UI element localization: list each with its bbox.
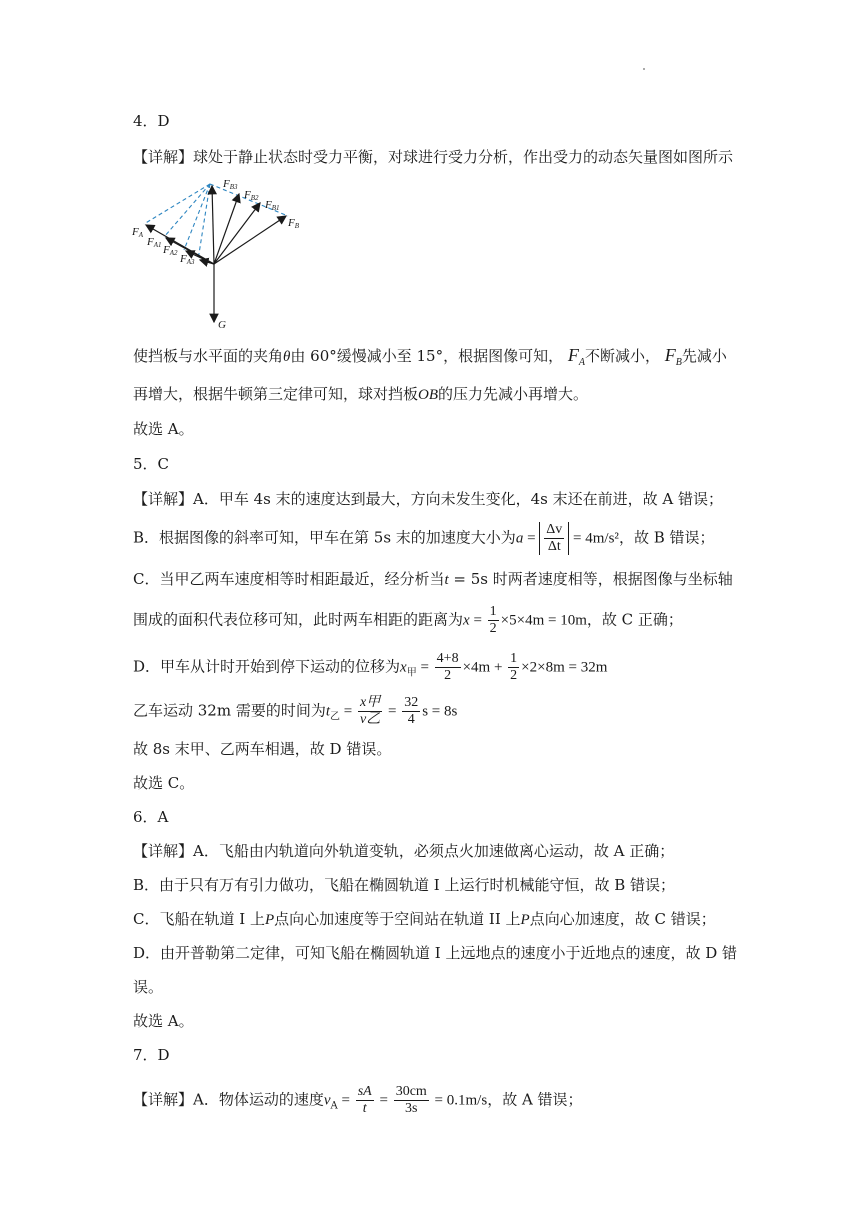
- q5-option-a: 【详解】A．甲车 4s 末的速度达到最大，方向未发生变化，4s 末还在前进，故 A 错误；: [133, 490, 723, 508]
- q5-option-c: C．当甲乙两车速度相等时相距最近，经分析当t = 5s 时两者速度相等，根据图像与坐标轴: [133, 570, 733, 588]
- arrow-fb2: [214, 194, 239, 264]
- q4-conclusion: 故选 A。: [133, 420, 194, 438]
- q4-answer: 4．D: [133, 112, 170, 130]
- label-fa3: FA3: [180, 253, 195, 266]
- label-fb3: FB3: [223, 178, 238, 191]
- label-fb2: FB2: [244, 189, 259, 202]
- scan-speck: [643, 68, 645, 70]
- q6-answer: 6．A: [133, 808, 169, 826]
- label-g: G: [218, 319, 226, 331]
- q5-answer: 5．C: [133, 455, 170, 473]
- q5-option-d-time: 乙车运动 32m 需要的时间为$t_乙$ = $\frac{\text{x甲}}{\text{v乙}}$ = $\frac{32}{4}$ s = 8s: [133, 695, 458, 727]
- arrow-fb3: [212, 186, 214, 264]
- q4-line1: 使挡板与水平面的夹角θ由 60°缓慢减小至 15°，根据图像可知， $F_A$不断减小， $F_B$先减小: [133, 345, 727, 368]
- arrow-fb1: [214, 203, 260, 264]
- q4-analysis: 【详解】球处于静止状态时受力平衡，对球进行受力分析，作出受力的动态矢量图如图所示: [133, 148, 734, 166]
- dash-fa2: [184, 184, 210, 250]
- q6-option-d-cont: 误。: [133, 978, 164, 996]
- q5-option-d-result: 故 8s 末甲、乙两车相遇，故 D 错误。: [133, 740, 392, 758]
- q7-answer: 7．D: [133, 1046, 170, 1064]
- q5-option-d: D．甲车从计时开始到停下运动的位移为$x_甲$ = $\frac{4+8}{2}$ ×4m + $\frac{1}{2}$ ×2×8m = 32m: [133, 651, 608, 683]
- arrow-fb: [214, 216, 286, 264]
- label-fa1: FA1: [147, 236, 162, 249]
- force-vector-diagram: [128, 172, 308, 332]
- q4-line2: 再增大，根据牛顿第三定律可知，球对挡板OB的压力先减小再增大。: [133, 385, 589, 403]
- label-fa: FA: [132, 226, 144, 239]
- q6-option-c: C．飞船在轨道 I 上P点向心加速度等于空间站在轨道 II 上P点向心加速度，故 C 错误；: [133, 910, 716, 928]
- q6-option-a: 【详解】A．飞船由内轨道向外轨道变轨，必须点火加速做离心运动，故 A 正确；: [133, 842, 675, 860]
- q5-option-c-cont: 围成的面积代表位移可知，此时两车相距的距离为x = $\frac{1}{2}$ ×5×4m = 10m，故 C 正确；: [133, 604, 683, 636]
- q5-conclusion: 故选 C。: [133, 774, 195, 792]
- q6-option-d: D．由开普勒第二定律，可知飞船在椭圆轨道 I 上远地点的速度小于近地点的速度，故 D 错: [133, 944, 738, 962]
- q5-option-b: B．根据图像的斜率可知，甲车在第 5s 末的加速度大小为a = $\frac{\Delta v}{\Delta t}$ = 4m/s²，故 B 错误；: [133, 522, 715, 554]
- label-fb: FB: [288, 217, 300, 230]
- q7-option-a: 【详解】A．物体运动的速度$v_A$ = $\frac{sA}{t}$ = $\frac{30cm}{3s}$ = 0.1m/s，故 A 错误；: [133, 1084, 583, 1116]
- q6-option-b: B．由于只有万有引力做功，飞船在椭圆轨道 I 上运行时机械能守恒，故 B 错误；: [133, 876, 676, 894]
- q6-conclusion: 故选 A。: [133, 1012, 194, 1030]
- dash-fa: [144, 184, 210, 224]
- label-fb1: FB1: [265, 199, 280, 212]
- label-fa2: FA2: [163, 244, 178, 257]
